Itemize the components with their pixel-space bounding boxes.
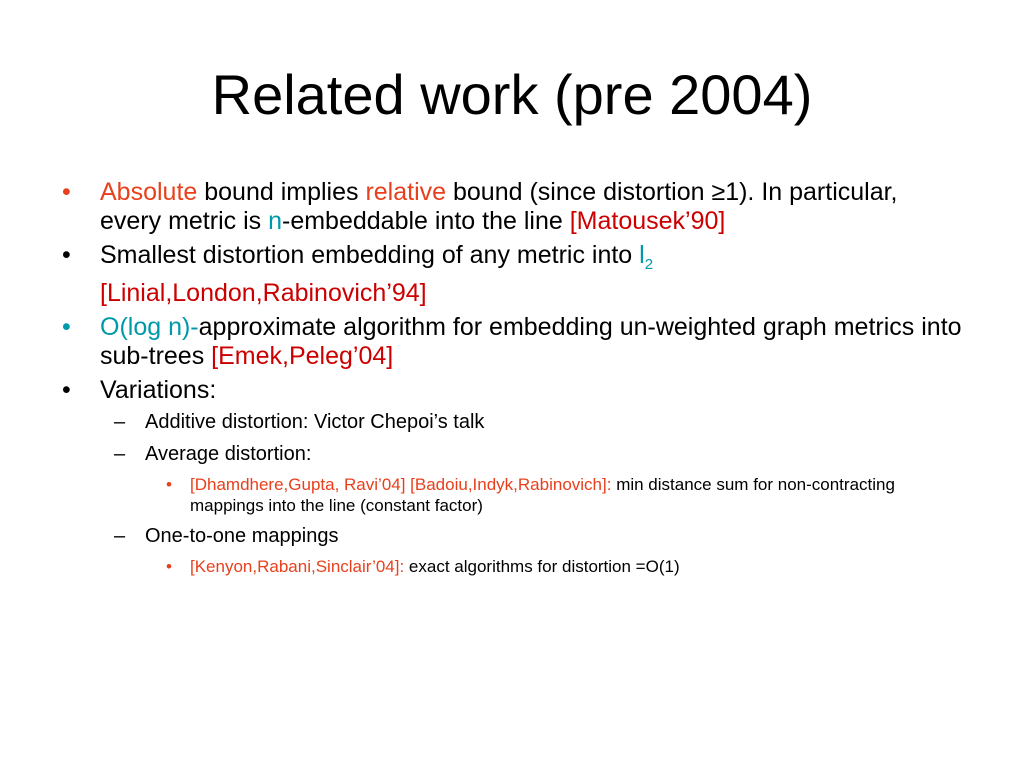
sub-bullet-average (62, 442, 962, 466)
l-letter: l (639, 241, 645, 269)
dash-marker: – (114, 443, 126, 465)
dash-marker: – (114, 525, 126, 547)
l2-term (639, 241, 654, 273)
relative-term: relative (365, 178, 447, 206)
sub-sub-bullet-text: min distance sum for non-contracting mappings into the line (constant factor) (190, 475, 895, 515)
bullet-text: bound (since distortion ≥1). In particular, every metric is (100, 178, 898, 235)
sub-bullet-text: Average distortion: (145, 443, 312, 465)
bullet-text: bound implies (197, 178, 366, 206)
sub-bullet-one-to-one (62, 524, 962, 548)
bullet-text: Smallest distortion embedding of any metric into (100, 241, 640, 269)
bullet-text: Variations: (100, 376, 217, 404)
citation: [Emek,Peleg’04] (211, 342, 394, 370)
l-subscript: 2 (644, 256, 654, 273)
bullet-marker: • (62, 313, 71, 341)
sub-bullet-text: Additive distortion: Victor Chepoi’s talk (145, 411, 485, 433)
sub-bullet-text: One-to-one mappings (145, 525, 339, 547)
bullet-text: -embeddable into the line (282, 207, 570, 235)
citation: [Matousek’90] (569, 207, 726, 235)
bullet-marker: • (166, 475, 172, 494)
bullet-marker: • (166, 557, 172, 576)
citation: [Kenyon,Rabani,Sinclair’04]: (190, 557, 405, 576)
sub-sub-bullet-kenyon (62, 556, 962, 577)
absolute-term: Absolute (100, 178, 198, 206)
bullet-smallest-distortion (62, 241, 962, 308)
bullet-marker: • (62, 178, 71, 206)
slide-body (62, 178, 962, 585)
citation: [Linial,London,Rabinovich’94] (100, 279, 427, 307)
bullet-olog-approximation (62, 313, 962, 371)
olog-term: O(log n)- (100, 313, 199, 341)
dash-marker: – (114, 411, 126, 433)
bullet-variations (62, 376, 962, 405)
slide-title: Related work (pre 2004) (211, 63, 813, 126)
n-term: n (268, 207, 282, 235)
bullet-marker: • (62, 376, 71, 404)
sub-bullet-additive (62, 410, 962, 434)
bullet-text: approximate algorithm for embedding un-weighted graph metrics into sub-trees (100, 313, 962, 370)
sub-sub-bullet-text: exact algorithms for distortion =O(1) (404, 557, 680, 576)
citation: [Dhamdhere,Gupta, Ravi’04] [Badoiu,Indyk,Rabinovich]: (190, 475, 612, 494)
sub-sub-bullet-dhamdhere (62, 474, 962, 516)
bullet-absolute-bound (62, 178, 962, 236)
bullet-marker: • (62, 241, 71, 269)
